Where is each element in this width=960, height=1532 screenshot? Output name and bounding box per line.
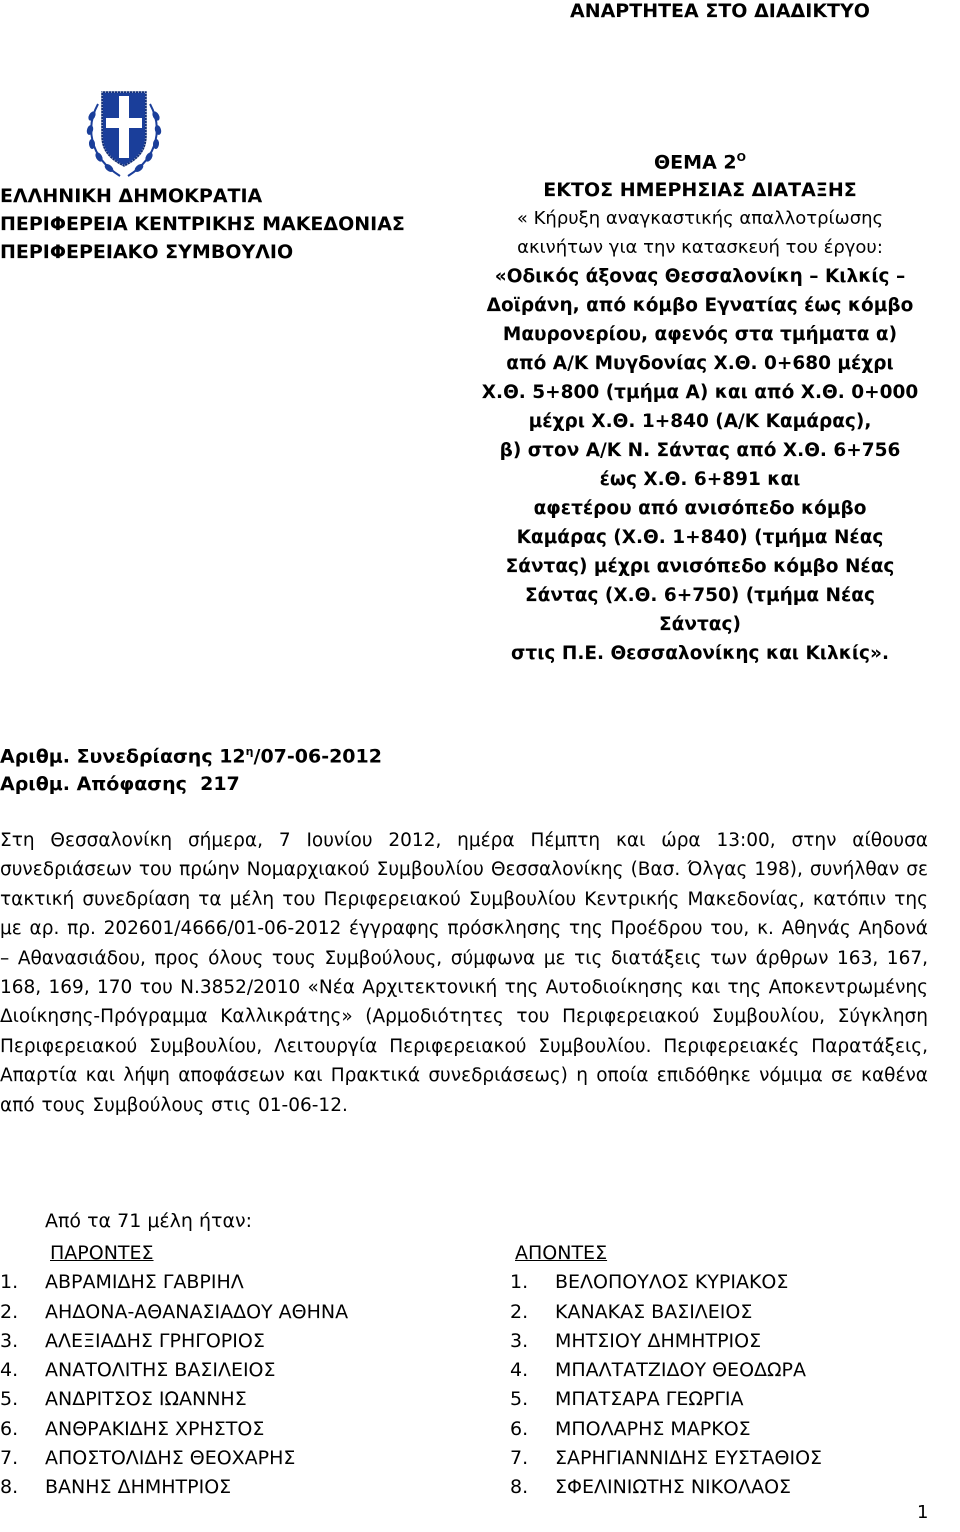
subject-title-line: Δοϊράνη, από κόμβο Εγνατίας έως κόμβο [486,295,914,317]
theme-heading: ΘΕΜΑ $2^O$ [654,151,746,174]
absent-members-list [510,1239,822,1503]
present-title: ΠΑΡΟΝΤΕΣ [50,1242,154,1264]
agenda-label: ΕΚΤΟΣ ΗΜΕΡΗΣΙΑΣ ΔΙΑΤΑΞΗΣ [543,179,857,202]
subject-title-line: έως Χ.Θ. 6+891 και [599,469,801,491]
list-item: 7. ΣΑΡΗΓΙΑΝΝΙΔΗΣ ΕΥΣΤΑΘΙΟΣ [510,1447,823,1470]
issuing-authority [0,182,440,266]
minutes-paragraph: Στη Θεσσαλονίκη σήμερα, 7 Ιουνίου 2012, ημέρα Πέμπτη και ώρα 13:00, στην αίθουσα συνεδριάσεων του πρώην Νομαρχιακού Συμβουλίου Θεσσαλονίκης (Βασ. Όλγας 198), συνήλθαν σε τακτική συνεδρίαση τα μέλη του Περιφερειακού Συμβουλίου Κεντρικής Μακεδονίας, κατόπιν της με αρ. πρ. 202601/4666/01-06-2012 έγγραφης πρόσκλησης της Προέδρου του, κ. Αθηνάς Αηδονά – Αθανασιάδου, προς όλους τους Συμβούλους, σύμφωνα με τις διατάξεις των άρθρων 163, 167, 168, 169, 170 του Ν.3852/2010 «Νέα Αρχιτεκτονική της Αυτοδιοίκησης και της Αποκεντρωμένης Διοίκησης-Πρόγραμμα Καλλικράτης» (Αρμοδιότητες του Περιφερειακού Συμβουλίου, Σύγκληση Περιφερειακού Συμβουλίου, Λειτουργία Περιφερειακού Συμβουλίου. Περιφερειακές Παρατάξεις, Απαρτία και λήψη αποφάσεων και Πρακτικά συνεδριάσεως) η οποία επιδόθηκε νόμιμα σε καθένα από τους Συμβούλους στις 01-06-12. [0,830,928,1116]
subject-intro-line: « Κήρυξη αναγκαστικής απαλλοτρίωσης [516,208,884,230]
list-item: 3. ΜΗΤΣΙΟΥ ΔΗΜΗΤΡΙΟΣ [510,1329,762,1352]
subject-title-line: μέχρι Χ.Θ. 1+840 (Α/Κ Καμάρας), [528,411,872,433]
list-item: 3. ΑΛΕΞΙΑΔΗΣ ΓΡΗΓΟΡΙΟΣ [0,1329,265,1352]
list-item: 1. ΑΒΡΑΜΙΔΗΣ ΓΑΒΡΙΗΛ [0,1271,244,1294]
list-item: 2. ΑΗΔΟΝΑ-ΑΘΑΝΑΣΙΑΔΟΥ ΑΘΗΝΑ [0,1300,349,1323]
page-number: 1 [917,1502,929,1523]
list-item: 7. ΑΠΟΣΤΟΛΙΔΗΣ ΘΕΟΧΑΡΗΣ [0,1447,296,1470]
list-item: 4. ΑΝΑΤΟΛΙΤΗΣ ΒΑΣΙΛΕΙΟΣ [0,1359,276,1382]
list-item: 8. ΣΦΕΛΙΝΙΩΤΗΣ ΝΙΚΟΛΑΟΣ [510,1476,792,1499]
subject-title-line: Σάντας) μέχρι ανισόπεδο κόμβο Νέας [505,556,895,578]
org-line-region: ΠΕΡΙΦΕΡΕΙΑ ΚΕΝΤΡΙΚΗΣ ΜΑΚΕΔΟΝΙΑΣ [0,213,405,235]
org-line-council: ΠΕΡΙΦΕΡΕΙΑΚΟ ΣΥΜΒΟΥΛΙΟ [0,241,294,263]
greek-coat-of-arms-icon [84,86,164,182]
subject-title-line: αφετέρου από ανισόπεδο κόμβο [533,498,867,520]
list-item: 6. ΑΝΘΡΑΚΙΔΗΣ ΧΡΗΣΤΟΣ [0,1417,265,1440]
subject-title-line: από Α/Κ Μυγδονίας Χ.Θ. 0+680 μέχρι [506,353,894,375]
subject-title-line: Σάντας (Χ.Θ. 6+750) (τμήμα Νέας [525,585,875,607]
list-item: 6. ΜΠΟΛΑΡΗΣ ΜΑΡΚΟΣ [510,1417,751,1440]
subject-title-line: Σάντας) [659,614,741,636]
decision-number: Αριθμ. Απόφασης 217 [0,773,240,796]
list-item: 1. ΒΕΛΟΠΟΥΛΟΣ ΚΥΡΙΑΚΟΣ [510,1271,789,1294]
list-item: 2. ΚΑΝΑΚΑΣ ΒΑΣΙΛΕΙΟΣ [510,1300,753,1323]
list-item: 8. ΒΑΝΗΣ ΔΗΜΗΤΡΙΟΣ [0,1476,232,1499]
absent-title: ΑΠΟΝΤΕΣ [515,1242,608,1264]
list-item: 4. ΜΠΑΛΤΑΤΖΙΔΟΥ ΘΕΟΔΩΡΑ [510,1359,806,1382]
org-line-country: ΕΛΛΗΝΙΚΗ ΔΗΜΟΚΡΑΤΙΑ [0,185,263,207]
members-count-label: Από τα 71 μέλη ήταν: [45,1210,253,1232]
subject-title-line: Μαυρονερίου, αφενός στα τμήματα α) [502,324,898,346]
session-number: Αριθμ. Συνεδρίασης $12^\eta/07-06-2012$ [0,745,382,768]
posting-notice: ΑΝΑΡΤΗΤΕΑ ΣΤΟ ΔΙΑΔΙΚΤΥΟ [570,0,870,22]
session-info [0,738,382,798]
present-members-list [0,1239,348,1503]
list-item: 5. ΜΠΑΤΣΑΡΑ ΓΕΩΡΓΙΑ [510,1388,744,1411]
subject-title-line: Χ.Θ. 5+800 (τμήμα Α) και από Χ.Θ. 0+000 [481,382,919,404]
subject-block [440,144,960,668]
subject-title-line: στις Π.Ε. Θεσσαλονίκης και Κιλκίς». [511,643,889,665]
subject-title-line: Καμάρας (Χ.Θ. 1+840) (τμήμα Νέας [516,527,884,549]
subject-title-line: «Οδικός άξονας Θεσσαλονίκη – Κιλκίς – [494,266,906,288]
list-item: 5. ΑΝΔΡΙΤΣΟΣ ΙΩΑΝΝΗΣ [0,1388,247,1411]
subject-intro-line: ακινήτων για την κατασκευή του έργου: [517,237,883,259]
subject-title-line: β) στον Α/Κ Ν. Σάντας από Χ.Θ. 6+756 [499,440,901,462]
